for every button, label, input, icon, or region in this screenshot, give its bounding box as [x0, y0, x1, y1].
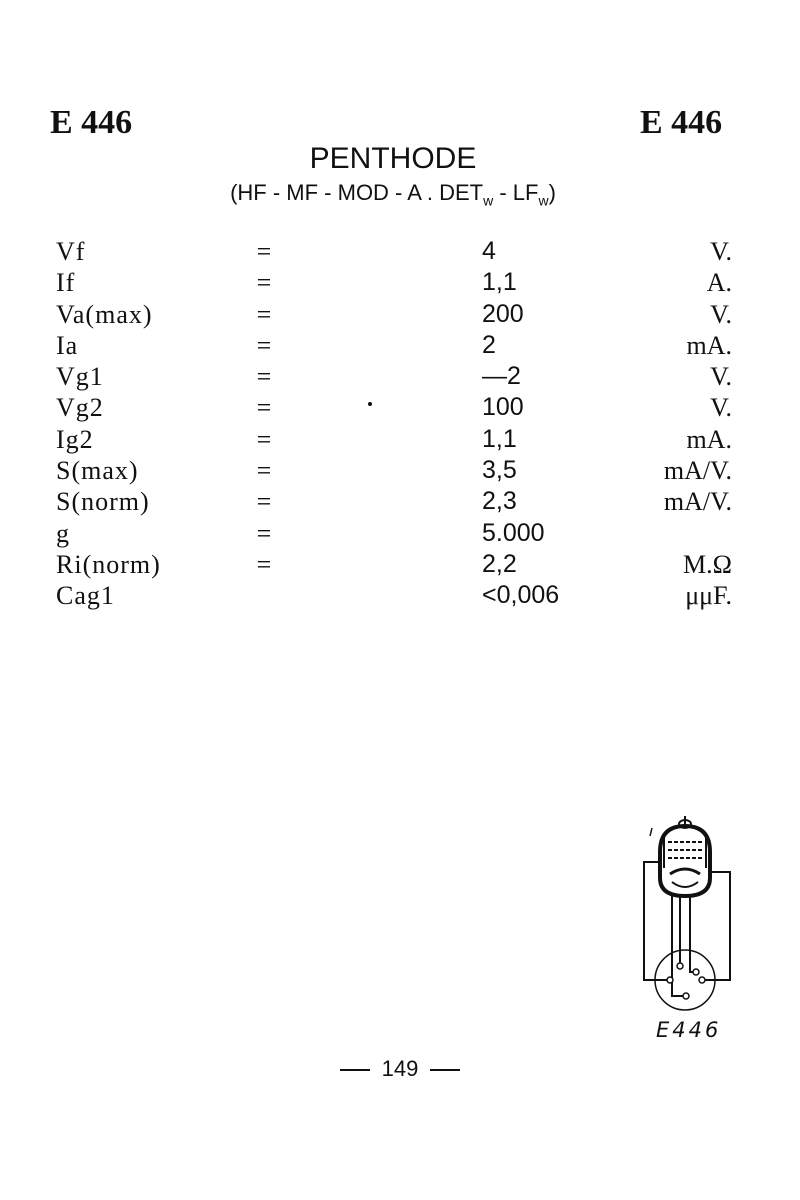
spec-unit: mA. — [686, 330, 732, 360]
spec-row — [56, 392, 736, 423]
heater — [672, 882, 698, 887]
page-number: 149 — [381, 1056, 419, 1081]
spec-unit: mA/V. — [663, 456, 732, 486]
diagram-caption: E446 — [656, 1018, 722, 1042]
spec-row — [56, 361, 736, 392]
spec-unit: μμF. — [685, 581, 732, 611]
spec-value: 3,5 — [482, 456, 517, 485]
print-speck — [368, 402, 372, 406]
spec-row — [56, 330, 736, 361]
spec-symbol: Ri(norm) — [56, 549, 161, 579]
spec-value: 2 — [482, 330, 496, 359]
spec-symbol: Cag1 — [56, 581, 115, 611]
applications-sub-1: w — [483, 192, 494, 209]
spec-symbol: S(max) — [56, 456, 139, 486]
spec-symbol: Ig2 — [56, 424, 94, 454]
spec-equals: = — [256, 268, 272, 298]
tube-type-title: PENTHODE — [309, 142, 477, 175]
spec-value: <0,006 — [482, 581, 560, 610]
spec-row — [56, 518, 736, 549]
spec-row — [56, 236, 736, 267]
spec-equals: = — [256, 549, 272, 579]
spec-equals: = — [256, 299, 272, 329]
applications-mid: - LF — [493, 180, 539, 205]
spec-equals: = — [256, 330, 272, 360]
spec-unit: V. — [710, 393, 732, 423]
base-pin — [677, 963, 683, 969]
spec-value: 2,2 — [482, 549, 517, 578]
spec-equals: = — [256, 487, 272, 517]
spec-symbol: Vg2 — [56, 393, 104, 423]
spec-value: 1,1 — [482, 268, 517, 297]
spec-symbol: g — [56, 518, 70, 548]
spec-table — [56, 236, 736, 612]
base-pin — [683, 993, 689, 999]
spec-symbol: Va(max) — [56, 299, 153, 329]
spec-symbol: Vg1 — [56, 362, 104, 392]
spec-unit: A. — [706, 268, 732, 298]
spec-value: 4 — [482, 237, 496, 265]
cathode — [670, 869, 700, 874]
tube-code-left: E 446 — [50, 104, 133, 141]
spec-unit: M.Ω — [683, 549, 732, 579]
diagram-tick — [650, 828, 652, 836]
spec-symbol: Ia — [56, 330, 79, 360]
spec-row — [56, 486, 736, 517]
dash-left — [340, 1069, 370, 1071]
spec-row — [56, 549, 736, 580]
pin-grid-wire — [672, 950, 684, 996]
spec-unit: V. — [710, 362, 732, 392]
spec-value: 100 — [482, 393, 524, 422]
applications-main: (HF - MF - MOD - A . DET — [230, 180, 484, 205]
spec-unit: V. — [710, 237, 732, 266]
dash-right — [430, 1069, 460, 1071]
spec-row — [56, 455, 736, 486]
applications-end: ) — [548, 180, 556, 205]
spec-unit: V. — [710, 299, 732, 329]
spec-symbol: Vf — [56, 237, 86, 266]
spec-value: 2,3 — [482, 487, 517, 516]
base-pin — [693, 969, 699, 975]
tube-applications — [0, 180, 786, 208]
spec-symbol: If — [56, 268, 76, 298]
lead-anode — [644, 862, 670, 980]
spec-value: 5.000 — [482, 518, 545, 547]
base-pin — [699, 977, 705, 983]
spec-symbol: S(norm) — [56, 487, 150, 517]
spec-equals: = — [256, 456, 272, 486]
tube-pinout-diagram — [630, 812, 740, 1018]
pin-heater-b-wire — [690, 946, 696, 972]
tube-code-right: E 446 — [640, 104, 723, 141]
spec-value: 1,1 — [482, 424, 517, 453]
spec-row — [56, 424, 736, 455]
spec-unit: mA. — [686, 424, 732, 454]
tube-envelope — [660, 826, 710, 896]
spec-row — [56, 580, 736, 611]
spec-row — [56, 267, 736, 298]
spec-equals: = — [256, 518, 272, 548]
spec-value: —2 — [482, 362, 521, 391]
spec-equals: = — [256, 424, 272, 454]
spec-row — [56, 299, 736, 330]
page-number-footer — [0, 1056, 800, 1082]
base-pin — [667, 977, 673, 983]
applications-sub-2: w — [538, 192, 549, 209]
spec-equals: = — [256, 393, 272, 423]
spec-equals: = — [256, 237, 272, 266]
spec-value: 200 — [482, 299, 524, 328]
spec-equals: = — [256, 362, 272, 392]
spec-unit: mA/V. — [663, 487, 732, 517]
